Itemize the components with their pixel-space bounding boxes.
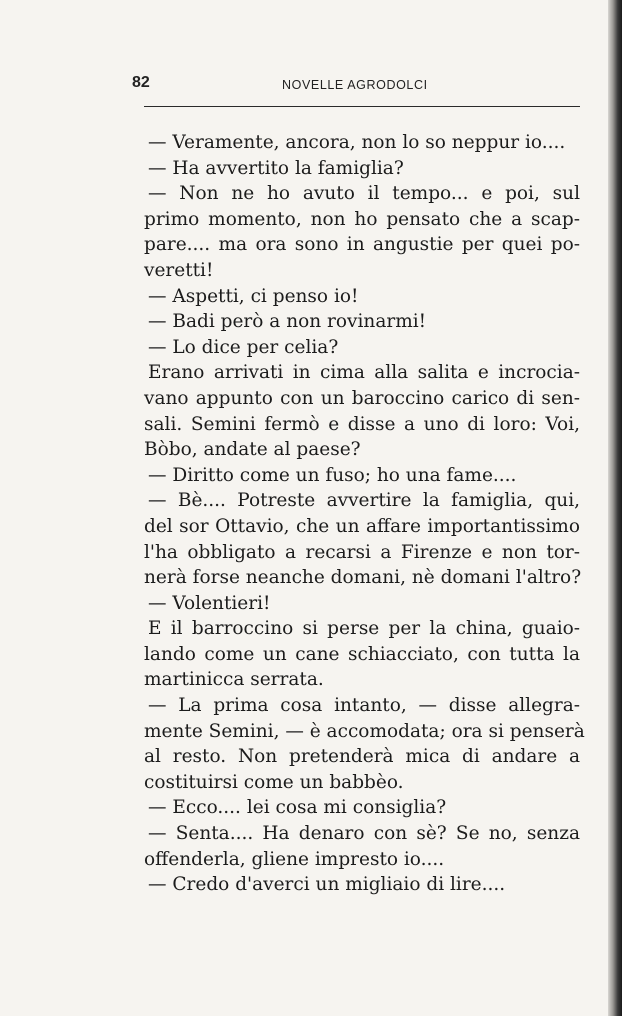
text-line: veretti! (144, 259, 214, 281)
page-number: 82 (132, 74, 150, 91)
text-line: — Diritto come un fuso; ho una fame.... (148, 464, 517, 486)
text-line: offenderla, gliene impresto io.... (144, 848, 445, 870)
text-line: — Aspetti, ci penso io! (148, 285, 359, 307)
text-line: al resto. Non pretenderà mica di andare a (144, 746, 580, 768)
text-line: — Lo dice per celia? (148, 336, 339, 358)
body-text (144, 130, 585, 898)
text-line: pare.... ma ora sono in angustie per quei po- (144, 234, 580, 256)
running-title: NOVELLE AGRODOLCI (282, 78, 428, 92)
text-line: martinicca serrata. (144, 669, 324, 691)
text-line: nerà forse neanche domani, nè domani l'altro? (144, 567, 582, 589)
text-line: vano appunto con un baroccino carico di sen- (144, 387, 580, 409)
text-line: E il barroccino si perse per la china, guaio- (148, 618, 580, 640)
text-line: Erano arrivati in cima alla salita e incrocia- (148, 362, 580, 384)
binding-edge (608, 0, 622, 1016)
text-line: primo momento, non ho pensato che a scap- (144, 208, 580, 230)
text-line: — Non ne ho avuto il tempo... e poi, sul (148, 183, 580, 205)
text-line: — Veramente, ancora, non lo so neppur io.... (148, 132, 566, 153)
text-line: del sor Ottavio, che un affare importantissimo (144, 515, 580, 537)
text-line: — Badi però a non rovinarmi! (148, 311, 427, 333)
page-header (132, 74, 579, 96)
header-rule (144, 106, 580, 107)
text-line: lando come un cane schiacciato, con tutta la (144, 643, 580, 665)
text-line: — Ecco.... lei cosa mi consiglia? (148, 797, 447, 819)
text-line: — Volentieri! (148, 592, 271, 614)
text-line: costituirsi come un babbèo. (144, 771, 404, 793)
text-line: — Senta.... Ha denaro con sè? Se no, senza (148, 823, 580, 845)
text-line: — La prima cosa intanto, — disse allegra- (148, 695, 580, 717)
text-line: sali. Semini fermò e disse a uno di loro: Voi, (144, 413, 580, 435)
text-line: — Bè.... Potreste avvertire la famiglia, qui, (148, 490, 580, 512)
text-line: — Credo d'averci un migliaio di lire.... (148, 874, 506, 896)
text-line: l'ha obbligato a recarsi a Firenze e non tor- (144, 541, 580, 563)
text-line: — Ha avvertito la famiglia? (148, 157, 404, 179)
text-line: mente Semini, — è accomodata; ora si penserà (144, 720, 585, 742)
text-line: Bòbo, andate al paese? (144, 439, 361, 461)
